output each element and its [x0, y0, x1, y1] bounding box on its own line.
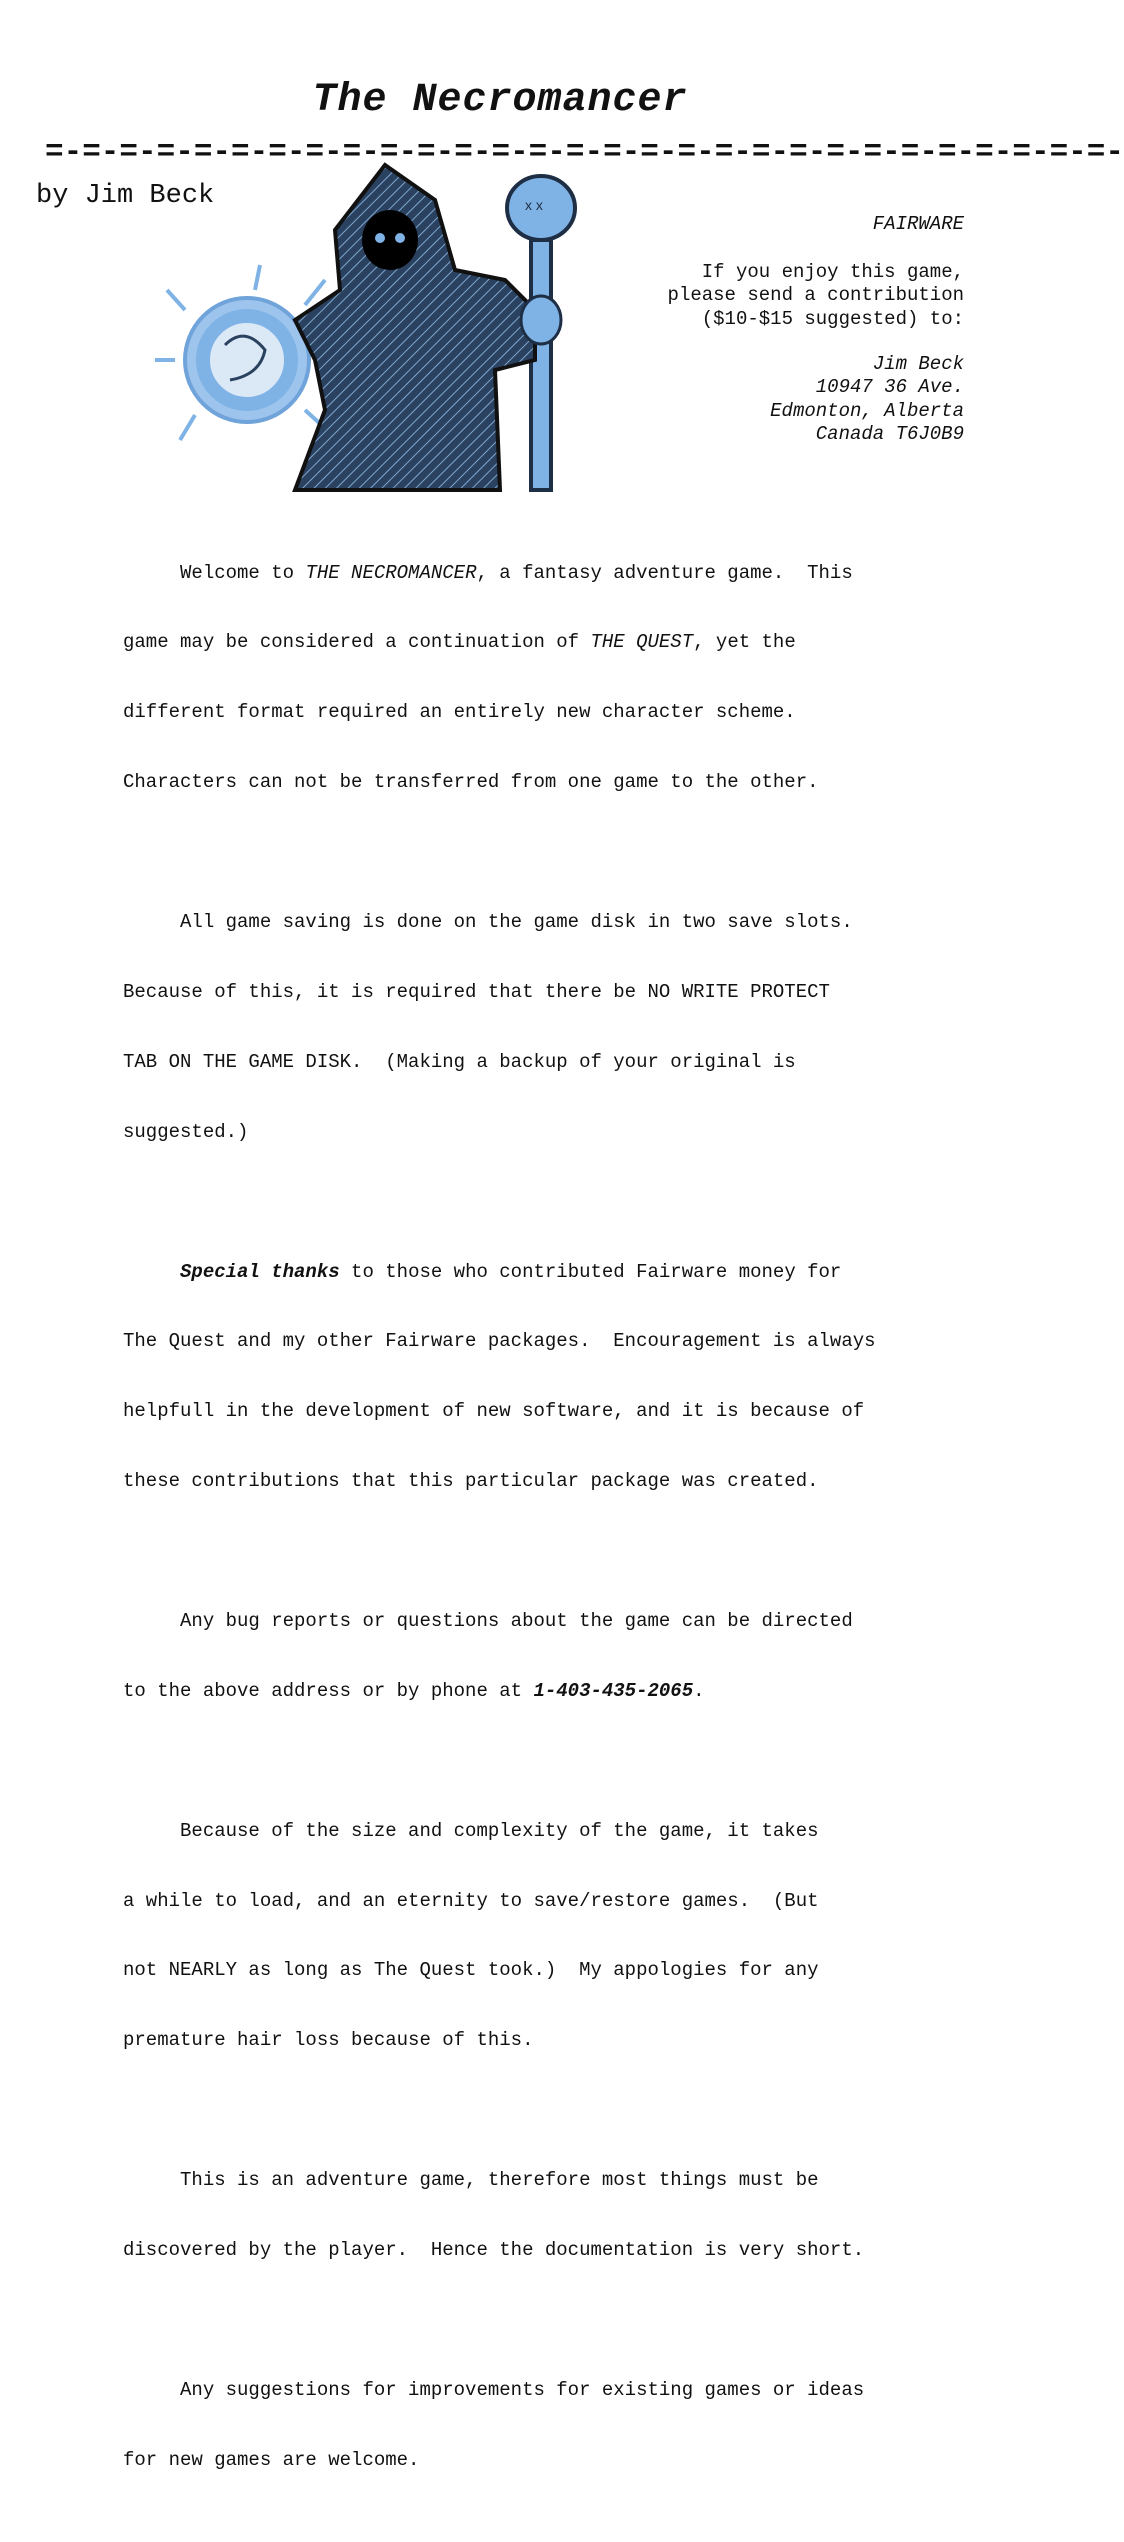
paragraph-thanks: Special thanks to those who contributed Fairware money for The Quest and my other Fairware packages. Encouragement is always helpfull in the development of new software, and it is because of these contributions that this particular package was created. — [123, 1260, 876, 1493]
fairware-label: FAIRWARE — [872, 213, 964, 235]
necromancer-illustration — [155, 160, 595, 510]
mailing-address: Jim Beck 10947 36 Ave. Edmonton, Alberta Canada T6J0B9 — [770, 353, 964, 445]
paragraph-welcome: Welcome to THE NECROMANCER, a fantasy adventure game. This game may be considered a continuation of THE QUEST, yet the different format required an entirely new character scheme. Characters can not be transferred from one game to the other. — [123, 561, 853, 794]
body-text — [123, 515, 943, 2542]
paragraph-load-time: Because of the size and complexity of the game, it takes a while to load, and an eternity to save/restore games. (But not NEARLY as long as The Quest took.) My appologies for any premature hair loss because of this. — [123, 1819, 819, 2052]
title-underline-rule: =-=-=-=-=-=-=-=-=-=-=-=-=-=-=-=-=-=-=-=-=-=-=-=-=-=-=-=-=- — [45, 135, 1124, 170]
magic-orb-icon — [155, 265, 327, 440]
paragraph-documentation: This is an adventure game, therefore most things must be discovered by the player. Hence the documentation is very short. — [123, 2169, 865, 2261]
paragraph-saving: All game saving is done on the game disk in two save slots. Because of this, it is required that there be NO WRITE PROTECT TAB ON THE GAME DISK. (Making a backup of your original is suggested.) — [123, 911, 853, 1143]
author-byline: by Jim Beck — [36, 181, 215, 211]
paragraph-bug-reports: Any bug reports or questions about the game can be directed to the above address or by phone at 1-403-435-2065. — [123, 1609, 853, 1702]
paragraph-suggestions: Any suggestions for improvements for existing games or ideas for new games are welcome. — [123, 2378, 865, 2471]
svg-text:x x: x x — [525, 197, 543, 213]
document-title: The Necromancer — [312, 78, 688, 123]
contribution-appeal: If you enjoy this game, please send a contribution ($10-$15 suggested) to: — [667, 261, 964, 330]
phone-number: 1-403-435-2065 — [533, 1679, 694, 1702]
